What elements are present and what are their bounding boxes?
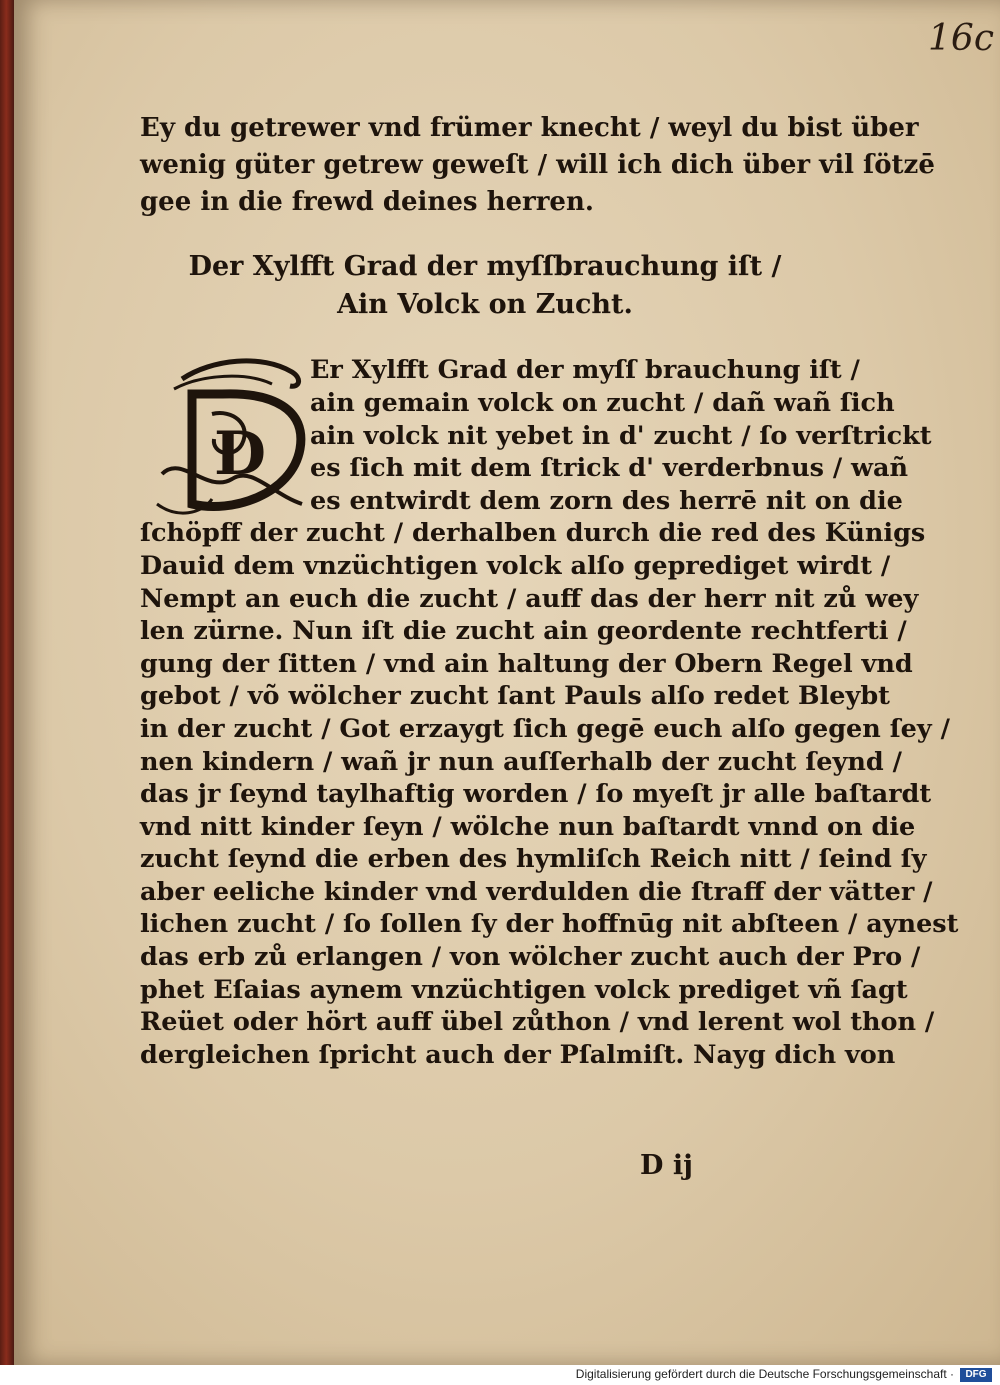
text-line: ain volck nit yebet in d' zucht / ſo verſtrickt (310, 420, 932, 451)
text-line: Er Xylfft Grad der myſſ brauchung iſt / (310, 355, 860, 386)
text-line: dergleichen ſpricht auch der Pſalmiſt. Nayg dich von (140, 1039, 896, 1070)
footer-bar (0, 1365, 1000, 1385)
dfg-logo-icon: DFG (960, 1368, 992, 1382)
full-width-lines (140, 517, 959, 1071)
text-line: aber eeliche kinder vnd verdulden die ſtraff der vätter / (140, 876, 933, 907)
text-line: ain gemain volck on zucht / dañ wañ ſich (310, 387, 895, 418)
text-line: Nempt an euch die zucht / auff das der herr nit zů wey (140, 583, 919, 614)
text-line: gebot / võ wölcher zucht ſant Pauls alſo redet Bleybt (140, 681, 890, 712)
text-line: das jr ſeynd taylhaftig worden / ſo myeſt jr alle baſtardt (140, 779, 932, 810)
initial-letter: D (214, 419, 267, 490)
text-line: wenig güter getrew geweſt / will ich dich über vil ſötzē (140, 149, 935, 180)
text-line: Reüet oder hört auff übel zůthon / vnd lerent wol thon / (140, 1007, 935, 1038)
text-line: phet Eſaias aynem vnzüchtigen volck prediget vñ ſagt (140, 974, 908, 1005)
decorated-initial-icon (152, 354, 317, 529)
text-line: len zürne. Nun iſt die zucht ain geordente rechtferti / (140, 616, 907, 647)
text-line: das erb zů erlangen / von wölcher zucht auch der Pro / (140, 942, 921, 973)
body-paragraph (140, 354, 959, 1071)
text-line: gee in die frewd deines herren. (140, 186, 594, 217)
text-line: es entwirdt dem zorn des herrē nit on die (310, 485, 903, 516)
section-heading (140, 248, 830, 324)
signature-row (140, 1150, 830, 1190)
text-line: es ſich mit dem ſtrick d' verderbnus / wañ (310, 453, 909, 484)
heading-line: Ain Volck on Zucht. (337, 289, 633, 321)
text-line: gung der ſitten / vnd ain haltung der Obern Regel vnd (140, 648, 913, 679)
text-line: zucht ſeynd die erben des hymliſch Reich nitt / ſeind ſy (140, 844, 927, 875)
opening-paragraph (140, 110, 935, 220)
heading-line: Der Xylfft Grad der myſſbrauchung iſt / (188, 251, 782, 283)
signature-mark: D ij (640, 1150, 693, 1181)
text-line: ſchöpff der zucht / derhalben durch die red des Künigs (140, 518, 926, 549)
text-line: Ey du getrewer vnd frümer knecht / weyl du bist über (140, 113, 919, 143)
text-line: Dauid dem vnzüchtigen volck alſo geprediget wirdt / (140, 550, 891, 581)
funding-credit: Digitalisierung gefördert durch die Deutsche Forschungsgemeinschaft · (575, 1367, 954, 1381)
text-line: lichen zucht / ſo ſollen ſy der hoffnūg nit abſteen / aynest (140, 909, 959, 940)
text-line: vnd nitt kinder ſeyn / wölche nun baſtardt vnnd on die (140, 811, 916, 842)
text-block (140, 110, 959, 1071)
text-line: nen kindern / wañ jr nun auſſerhalb der zucht ſeynd / (140, 746, 902, 777)
folio-number: 16c (928, 18, 994, 59)
text-line: in der zucht / Got erzaygt ſich gegē euch alſo gegen ſey / (140, 713, 950, 744)
book-binding-edge (0, 0, 14, 1365)
